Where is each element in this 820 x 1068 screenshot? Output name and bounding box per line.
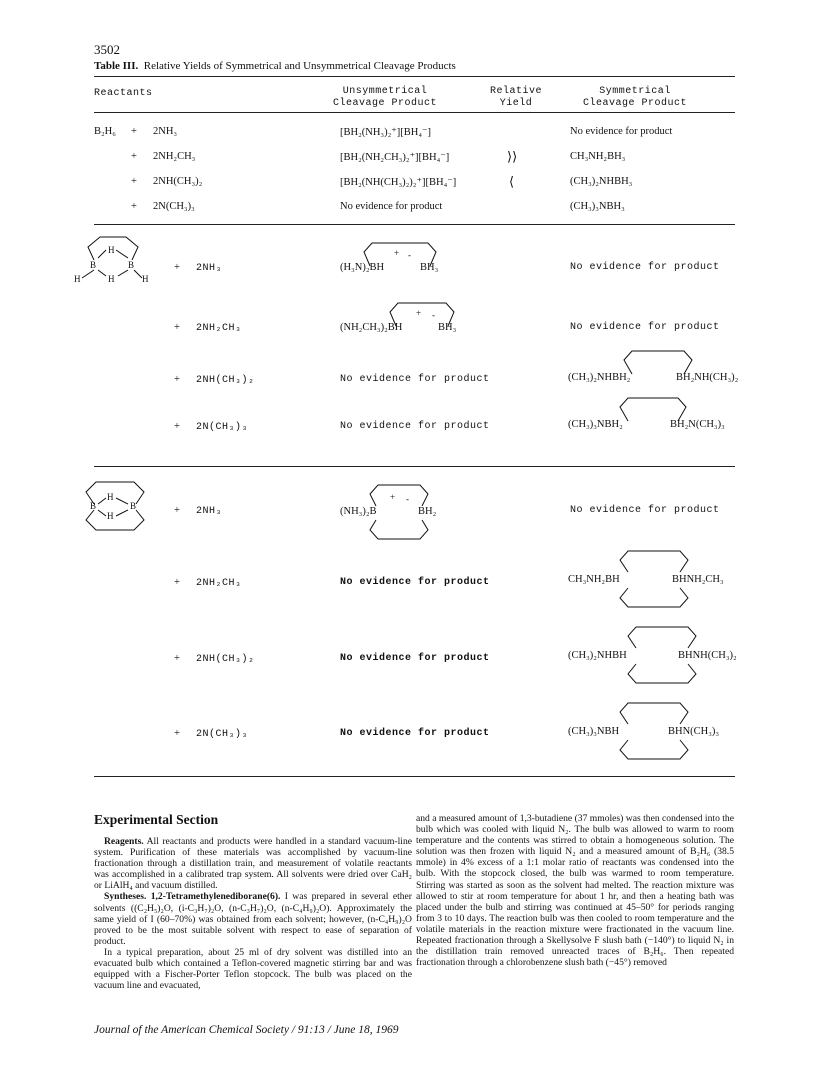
amine: 2NH₂CH₃ bbox=[196, 578, 242, 589]
sym-left-fragment: CH₃NH₂BH bbox=[568, 574, 620, 585]
boron-right: B bbox=[130, 501, 137, 511]
page-number: 3502 bbox=[94, 42, 120, 57]
plus-sign: + bbox=[174, 322, 180, 333]
plus-sign: + bbox=[131, 126, 137, 137]
unsym-right-fragment: BH₂ bbox=[418, 506, 437, 517]
charge-minus: - bbox=[408, 250, 411, 260]
sym-left-fragment: (CH₃)₂NHBH bbox=[568, 650, 627, 661]
header-rel-line2: Yield bbox=[499, 98, 533, 109]
table-caption bbox=[94, 60, 456, 72]
sym-left-fragment: (CH₃)₂NHBH₂ bbox=[568, 372, 631, 383]
unsym-right-fragment: BH₃ bbox=[420, 262, 439, 273]
sym-product: CH₃NH₂BH₃ bbox=[570, 151, 626, 162]
bridged-ring-diborane-structure bbox=[80, 478, 150, 534]
unsym-product: [BH₂(NH₃)₂⁺][BH₄⁻] bbox=[340, 127, 432, 138]
header-sym-line1: Symmetrical bbox=[599, 86, 671, 97]
sym-right-fragment: BH₂NH(CH₃)₂ bbox=[676, 372, 739, 383]
charge-plus: + bbox=[394, 248, 400, 258]
paragraph-text: All reactants and products were handled in a standard vacuum-line system. Purification of these materials was accomplished by vacuum-line fractionation through a distillation train, and measurement of volatile reactants was accomplished in a calibrated trap system. All solvents were dried over CaH₂ or LiAlH₄ and vacuum distilled. bbox=[94, 836, 412, 892]
bridge-h-top: H bbox=[108, 245, 115, 255]
header-rel-line1: Relative bbox=[489, 86, 542, 97]
sym-product: No evidence for product bbox=[570, 505, 720, 516]
right-text-column bbox=[416, 813, 734, 968]
section-rule-1 bbox=[94, 224, 735, 225]
header-sym-line2: Cleavage Product bbox=[582, 98, 687, 109]
plus-sign: + bbox=[131, 176, 137, 187]
header-unsym-line2: Cleavage Product bbox=[332, 98, 437, 109]
amine: 2N(CH₃)₃ bbox=[196, 729, 249, 740]
unsym-product: No evidence for product bbox=[340, 201, 443, 212]
left-text-column bbox=[94, 830, 412, 991]
journal-footer: Journal of the American Chemical Society / 91:13 / June 18, 1969 bbox=[94, 1024, 399, 1036]
unsym-product: No evidence for product bbox=[340, 421, 490, 432]
unsym-ring-product bbox=[340, 482, 450, 546]
paragraph-syntheses bbox=[94, 891, 412, 946]
unsym-left-fragment: (NH₃)₂B bbox=[340, 506, 377, 517]
terminal-h-right: H bbox=[142, 274, 149, 284]
plus-sign: + bbox=[131, 151, 137, 162]
boron-right: B bbox=[128, 260, 135, 270]
amine: 2NH(CH₃)₂ bbox=[196, 654, 255, 665]
header-unsym-line1: Unsymmetrical bbox=[342, 86, 428, 97]
amine: 2NH₃ bbox=[196, 506, 223, 517]
amine: 2N(CH₃)₃ bbox=[153, 201, 195, 212]
unsym-left-fragment: (H₃N)₂BH bbox=[340, 262, 385, 273]
plus-sign: + bbox=[174, 728, 180, 739]
amine: 2NH₃ bbox=[153, 126, 178, 137]
table-title: Relative Yields of Symmetrical and Unsymmetrical Cleavage Products bbox=[143, 60, 456, 72]
table-top-rule bbox=[94, 76, 735, 77]
paragraph-reagents bbox=[94, 836, 412, 891]
plus-sign: + bbox=[174, 262, 180, 273]
paragraph-continued: and a measured amount of 1,3-butadiene (37 mmoles) was then condensed into the bulb which was cooled with liquid N₂. The bulb was allowed to warm to room temperature and the contents was stirred to obtain a homogeneous solution. The solution was then frozen with liquid N₂ and a measured amount of B₂H₆ (38.5 mmole) in 4% excess of a 1:1 molar ratio of reactants was condensed into the bulb. With the stopcock closed, the bulb was warmed to room temperature. Stirring was started as soon as the solvent had melted. The reaction mixture was allowed to stir at room temperature for about 1 hr, and then a heating bath was placed under the bulb and stirring was continued at 45–50° for periods ranging from 3 to 10 days. The reaction bulb was then cooled to room temperature and the volatile materials in the reaction mixture were fractionated in the vacuum line. Repeated fractionation through a Skellysolve F slush bath (−140°) to liquid N₂ in the distillation train removed unreacted traces of B₂H₆. Then repeated fractionation through a chlorobenzene slush bath (−45°) removed bbox=[416, 813, 734, 969]
paragraph-preparation: In a typical preparation, about 25 ml of dry solvent was distilled into an evacuated bulb which contained a Teflon-covered magnetic stirring bar and was equipped with a Fischer-Porter Teflon stopcock. The bulb was placed on the vacuum line and evacuated, bbox=[94, 946, 412, 992]
sym-right-fragment: BHNH(CH₃)₂ bbox=[678, 650, 737, 661]
run-in-head: Reagents. bbox=[104, 836, 144, 847]
sym-ring-product bbox=[568, 548, 738, 612]
unsym-product: No evidence for product bbox=[340, 653, 490, 664]
sym-product: No evidence for product bbox=[570, 322, 720, 333]
relative-yield-less: ⟨ bbox=[509, 174, 515, 189]
reactant-b2h6: B₂H₆ bbox=[94, 126, 116, 137]
bridge-h-mid: H bbox=[108, 274, 115, 284]
unsym-product: No evidence for product bbox=[340, 577, 490, 588]
run-in-head: Syntheses. 1,2-Tetramethylenediborane(6). bbox=[104, 891, 281, 903]
bridge-h-bottom: H bbox=[107, 511, 114, 521]
sym-product: (CH₃)₂NHBH₃ bbox=[570, 176, 633, 187]
boron-left: B bbox=[90, 501, 97, 511]
header-rule bbox=[94, 112, 735, 113]
relative-yield-greater: ⟩⟩ bbox=[507, 149, 518, 164]
sym-product: No evidence for product bbox=[570, 126, 673, 137]
unsym-left-fragment: (NH₂CH₃)₂BH bbox=[340, 322, 403, 333]
plus-sign: + bbox=[174, 653, 180, 664]
sym-product: No evidence for product bbox=[570, 262, 720, 273]
unsym-product: [BH₂(NH₂CH₃)₂⁺][BH₄⁻] bbox=[340, 152, 450, 163]
plus-sign: + bbox=[174, 505, 180, 516]
unsym-right-fragment: BH₃ bbox=[438, 322, 457, 333]
header-unsymmetrical bbox=[320, 86, 450, 110]
table-bottom-rule bbox=[94, 776, 735, 777]
amine: 2N(CH₃)₃ bbox=[196, 422, 249, 433]
amine: 2NH(CH₃)₂ bbox=[196, 375, 255, 386]
section-heading: Experimental Section bbox=[94, 812, 219, 827]
charge-minus: - bbox=[406, 494, 409, 504]
amine: 2NH(CH₃)₂ bbox=[153, 176, 203, 187]
plus-sign: + bbox=[174, 577, 180, 588]
sym-ring-product bbox=[568, 624, 738, 688]
unsym-ring-product bbox=[340, 240, 450, 274]
terminal-h-left: H bbox=[74, 274, 81, 284]
sym-ring-product bbox=[568, 395, 738, 429]
sym-left-fragment: (CH₃)₃NBH₂ bbox=[568, 419, 623, 430]
paragraph-text: I was prepared in several ether solvents ((C₂H₅)₂O, (i-C₃H₇)₂O, (n-C₃H₇)₂O, (n-C₄H₉)₂O). Approximately the same yield of I (60–70%) was obtained from each solvent; however, (n-C₄H₉)₂O proved to be the most suitable solvent with respect to ease of separation of product. bbox=[94, 891, 412, 947]
header-relative-yield bbox=[476, 86, 556, 110]
sym-ring-product bbox=[568, 348, 738, 382]
sym-right-fragment: BHN(CH₃)₃ bbox=[668, 726, 720, 737]
sym-left-fragment: (CH₃)₃NBH bbox=[568, 726, 620, 737]
plus-sign: + bbox=[174, 374, 180, 385]
sym-product: (CH₃)₃NBH₃ bbox=[570, 201, 625, 212]
section-rule-2 bbox=[94, 466, 735, 467]
amine: 2NH₃ bbox=[196, 263, 223, 274]
sym-ring-product bbox=[568, 700, 738, 764]
table-label: Table III. bbox=[94, 60, 139, 72]
boron-left: B bbox=[90, 260, 97, 270]
sym-right-fragment: BHNH₂CH₃ bbox=[672, 574, 724, 585]
plus-sign: + bbox=[131, 201, 137, 212]
tetramethylenediborane-structure bbox=[68, 232, 158, 288]
plus-sign: + bbox=[174, 421, 180, 432]
unsym-product: No evidence for product bbox=[340, 728, 490, 739]
sym-right-fragment: BH₂N(CH₃)₃ bbox=[670, 419, 725, 430]
header-symmetrical bbox=[570, 86, 700, 110]
unsym-product: [BH₂(NH(CH₃)₂)₂⁺][BH₄⁻] bbox=[340, 177, 457, 188]
charge-plus: + bbox=[416, 308, 422, 318]
unsym-product: No evidence for product bbox=[340, 374, 490, 385]
header-reactants: Reactants bbox=[94, 88, 153, 99]
charge-minus: - bbox=[432, 310, 435, 320]
charge-plus: + bbox=[390, 492, 396, 502]
unsym-ring-product bbox=[340, 300, 470, 334]
bridge-h-top: H bbox=[107, 492, 114, 502]
amine: 2NH₂CH₃ bbox=[196, 323, 242, 334]
amine: 2NH₂CH₃ bbox=[153, 151, 196, 162]
